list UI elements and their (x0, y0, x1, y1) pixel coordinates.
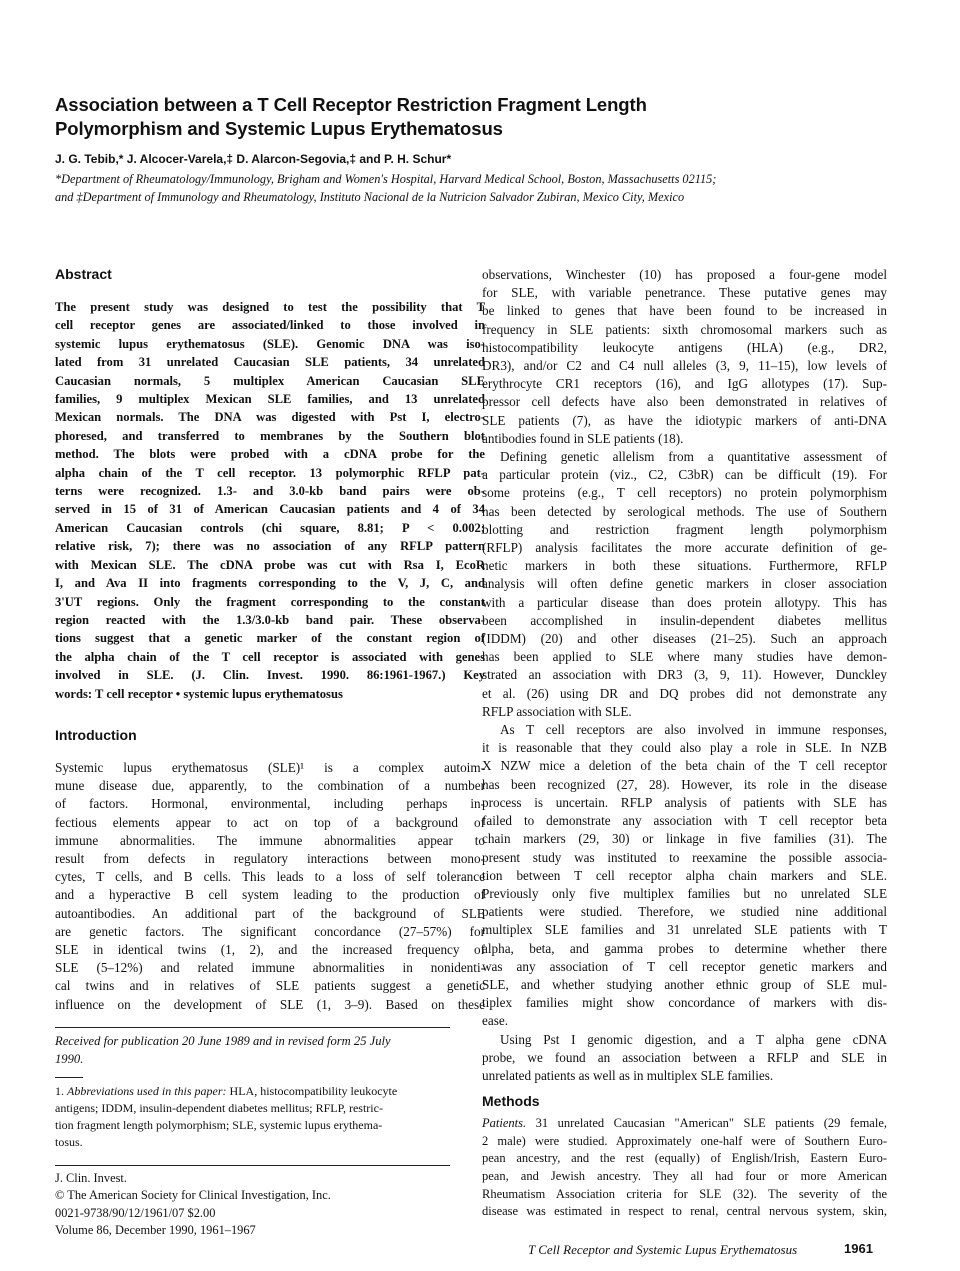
text-line: some proteins (e.g., T cell receptors) no protein polymorphism (482, 485, 887, 501)
footnote (55, 1083, 450, 1151)
received-line: Received for publication 20 June 1989 and in revised form 25 July (55, 1033, 391, 1048)
text-line: has been recognized (27, 28). However, its role in the disease (482, 776, 887, 792)
paragraph (482, 721, 887, 1030)
text-line: © The American Society for Clinical Investigation, Inc. (55, 1188, 331, 1203)
text-line: pressor cell defects have also been demonstrated in relatives of (482, 394, 887, 410)
affiliation-line: and ‡Department of Immunology and Rheumatology, Instituto Nacional de la Nutricion Salvador Zubiran, Mexico City, Mexico (55, 190, 685, 204)
received-line: 1990. (55, 1051, 84, 1066)
text-line: The present study was designed to test the possibility that T (55, 300, 485, 314)
text-line: antibodies found in SLE patients (18). (482, 430, 684, 446)
methods-heading: Methods (482, 1093, 540, 1110)
text-line: netic markers in both these situations. Furthermore, RFLP (482, 558, 887, 574)
text-line: American Caucasian controls (chi square, 8.81; P < 0.002; (55, 520, 485, 535)
text-line: tions suggest that a genetic marker of the constant region of (55, 631, 485, 646)
page-number: 1961 (844, 1241, 873, 1256)
text-line: Using Pst I genomic digestion, and a T alpha gene cDNA (500, 1031, 887, 1047)
text-line: the alpha chain of the T cell receptor is associated with genes (55, 649, 485, 664)
text-line: Mexican normals. The DNA was digested with Pst I, electro- (55, 410, 485, 425)
text-line: it is reasonable that they could also play a role in SLE. In NZB (482, 740, 887, 756)
text-line: J. Clin. Invest. (55, 1170, 127, 1185)
text-line: et al. (26) using DR and DQ probes did not demonstrate any (482, 685, 887, 701)
text-line: process is uncertain. RFLP analysis of patients with SLE has (482, 794, 887, 810)
text-line: served in 15 of 31 of American Caucasian patients and 4 of 34 (55, 502, 485, 517)
text-line: a particular protein (viz., C2, C3bR) can be difficult (19). For (482, 467, 887, 483)
text-line: antigens; IDDM, insulin-dependent diabetes mellitus; RFLP, restric- (55, 1100, 383, 1115)
text-line: unrelated patients as well as in multiplex SLE families. (482, 1067, 774, 1083)
text-line: are genetic factors. The significant concordance (27–57%) for (55, 923, 485, 939)
text-line: As T cell receptors are also involved in immune responses, (500, 722, 887, 738)
text-line: pean ancestry, and the rest (equally) of English/Irish, Eastern Euro- (482, 1151, 887, 1166)
text-line: terns were recognized. 1.3- and 3.0-kb band pairs were ob- (55, 484, 485, 499)
abstract-heading: Abstract (55, 266, 112, 282)
text-line: cal twins and in relatives of SLE patients suggest a genetic (55, 978, 485, 994)
affiliations (55, 170, 935, 206)
text-line: Defining genetic allelism from a quantitative assessment of (500, 449, 887, 465)
received-note (55, 1027, 450, 1068)
text-line: 2 male) were studied. Approximately one-half were of Southern Euro- (482, 1133, 887, 1148)
text-line: analysis will often define genetic markers in closer association (482, 576, 887, 592)
text-line: present study was instituted to reexamine the possible associa- (482, 849, 887, 865)
divider (55, 1027, 450, 1028)
text-line: with a particular disease than does protein allotypy. This has (482, 594, 887, 610)
text-line: Caucasian normals, 5 multiplex American Caucasian SLE (55, 373, 485, 388)
text-line: was any association of T cell receptor genetic markers and (482, 958, 887, 974)
paragraph (482, 1031, 887, 1086)
text-line: histocompatibility leukocyte antigens (HLA) (e.g., DR2, (482, 339, 887, 355)
text-line: for SLE, with variable penetrance. These putative genes may (482, 285, 887, 301)
text-line: with Mexican SLE. The cDNA probe was cut with Rsa I, EcoR (55, 557, 485, 572)
text-line: of factors. Hormonal, environmental, including perhaps in- (55, 796, 485, 812)
text-line: been accomplished in insulin-dependent diabetes mellitus (482, 612, 887, 628)
text-line: systemic lupus erythematosus (SLE). Genomic DNA was iso- (55, 336, 485, 351)
text-line: result from defects in regulatory interactions between mono- (55, 850, 485, 866)
text-line: Rheumatism Association criteria for SLE (32). The severity of the (482, 1186, 887, 1201)
text-line: frequency in SLE patients: sixth chromosomal markers such as (482, 321, 887, 337)
text-line: failed to demonstrate any association with T cell receptor beta (482, 813, 887, 829)
text-line: relative risk, 7); there was no association of any RFLP pattern (55, 539, 485, 554)
text-line: tiplex families might show concordance of markers with dis- (482, 995, 887, 1011)
text-line: alpha chain of the T cell receptor. 13 polymorphic RFLP pat- (55, 465, 485, 480)
text-line: method. The blots were probed with a cDNA probe for the (55, 447, 485, 462)
text-line: probe, we found an association between a RFLP and SLE in (482, 1049, 887, 1065)
text-line: phoresed, and transferred to membranes by the Southern blot (55, 428, 485, 443)
text-line: erythrocyte CR1 receptors (16), and IgG allotypes (17). Sup- (482, 376, 887, 392)
text-line: 3'UT regions. Only the fragment corresponding to the constant (55, 594, 485, 609)
title-line: Polymorphism and Systemic Lupus Erythematosus (55, 118, 503, 139)
paragraph (482, 448, 887, 721)
text-line: (RFLP) analysis facilitates the more accurate definition of ge- (482, 540, 887, 556)
methods-paragraph (482, 1115, 887, 1221)
paragraph (482, 266, 887, 448)
text-line: influence on the development of SLE (1, 3–9). Based on these (55, 996, 485, 1012)
text-line: tion fragment length polymorphism; SLE, systemic lupus erythema- (55, 1117, 383, 1132)
text-line: tosus. (55, 1134, 83, 1149)
text-line: RFLP association with SLE. (482, 703, 632, 719)
text-line: words: T cell receptor • systemic lupus erythematosus (55, 686, 343, 701)
text-line: disease was estimated in respect to renal, central nervous system, skin, (482, 1204, 887, 1219)
text-line: alpha, beta, and gamma probes to determine whether there (482, 940, 887, 956)
divider (55, 1165, 450, 1166)
text-line: and a hyperactive B cell system leading to the production of (55, 887, 485, 903)
text-line: has been detected by serological methods. The use of Southern (482, 503, 887, 519)
text-line: mune disease due, apparently, to the combination of a number (55, 778, 485, 794)
text-line: families, 9 multiplex Mexican SLE families, and 13 unrelated (55, 392, 485, 407)
text-line: multiplex SLE families and 31 unrelated SLE patients with T (482, 922, 887, 938)
text-line: 0021-9738/90/12/1961/07 $2.00 (55, 1205, 216, 1220)
text-line: ease. (482, 1013, 508, 1029)
text-line: 1. Abbreviations used in this paper: HLA, histocompatibility leukocyte (55, 1083, 398, 1098)
introduction-heading: Introduction (55, 726, 137, 743)
introduction-body (55, 759, 485, 1014)
text-line: blotting and restriction fragment length polymorphism (482, 521, 887, 537)
text-line: Previously only five multiplex families but no unrelated SLE (482, 885, 887, 901)
text-line: strated an association with DR3 (3, 9, 11). However, Dunckley (482, 667, 887, 683)
text-line: patients were studied. Therefore, we studied nine additional (482, 904, 887, 920)
text-line: SLE (5–12%) and related immune abnormalities in nonidenti- (55, 960, 485, 976)
text-line: I, and Ava II into fragments corresponding to the V, J, C, and (55, 576, 485, 591)
text-line: SLE in identical twins (1, 2), and the increased frequency of (55, 941, 485, 957)
text-line: has been applied to SLE where many studies have demon- (482, 649, 887, 665)
publication-info (55, 1165, 450, 1240)
abstract-body (55, 298, 485, 703)
text-line: involved in SLE. (J. Clin. Invest. 1990. 86:1961-1967.) Key (55, 668, 485, 683)
text-line: region reacted with the 1.3/3.0-kb band pair. These observa- (55, 612, 485, 627)
author-list: J. G. Tebib,* J. Alcocer-Varela,‡ D. Alarcon-Segovia,‡ and P. H. Schur* (55, 152, 452, 166)
right-column (482, 266, 887, 1221)
pubinfo-lines (55, 1170, 450, 1240)
affiliation-line: *Department of Rheumatology/Immunology, Brigham and Women's Hospital, Harvard Medical School, Boston, Massachusetts 02115; (55, 172, 717, 186)
text-line: pean, and Jewish ancestry. They all had four or more American (482, 1168, 887, 1183)
left-column (55, 266, 485, 1239)
text-line: Systemic lupus erythematosus (SLE)¹ is a complex autoim- (55, 759, 485, 775)
text-line: cell receptor genes are associated/linked to those involved in (55, 318, 485, 333)
article-title (55, 93, 915, 141)
text-line: X NZW mice a deletion of the beta chain of the T cell receptor (482, 758, 887, 774)
text-line: lated from 31 unrelated Caucasian SLE patients, 34 unrelated (55, 355, 485, 370)
text-line: chain markers (29, 30) or linkage in five families (31). The (482, 831, 887, 847)
text-line: autoantibodies. An additional part of the background of SLE (55, 905, 485, 921)
text-line: fectious elements appear to act on top of a background of (55, 814, 485, 830)
footnote-block (55, 1077, 450, 1151)
text-line: Volume 86, December 1990, 1961–1967 (55, 1223, 256, 1237)
title-line: Association between a T Cell Receptor Restriction Fragment Length (55, 94, 647, 115)
running-footer: T Cell Receptor and Systemic Lupus Erythematosus (528, 1242, 798, 1257)
text-line: tion between T cell receptor alpha chain markers and SLE. (482, 867, 887, 883)
methods-lead: Patients. (482, 1116, 527, 1131)
text-line: DR3), and/or C2 and C4 null alleles (3, 9, 11–15), low levels of (482, 358, 887, 374)
text-line: SLE, and whether studying another ethnic group of SLE mul- (482, 976, 887, 992)
text-line: be linked to genes that have been found to be increased in (482, 303, 887, 319)
text-line: cytes, T cells, and B cells. This leads to a loss of self tolerance (55, 869, 485, 885)
text-line: Patients. 31 unrelated Caucasian "American" SLE patients (29 female, (482, 1116, 887, 1131)
text-line: SLE patients (7), as have the idiotypic markers of anti-DNA (482, 412, 887, 428)
text-line: immune abnormalities. The immune abnormalities appear to (55, 832, 485, 848)
text-line: observations, Winchester (10) has proposed a four-gene model (482, 267, 887, 282)
footnote-divider (55, 1077, 83, 1078)
text-line: (IDDM) (20) and other diseases (21–25). Such an approach (482, 631, 887, 647)
